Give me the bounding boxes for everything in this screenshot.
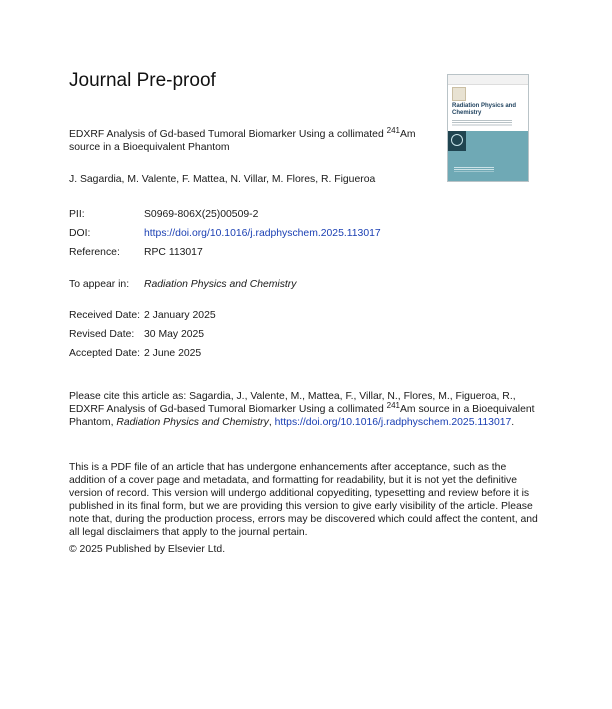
cover-text-lines: [452, 120, 512, 126]
cover-journal-name-line1: Radiation Physics and: [452, 103, 517, 109]
cover-journal-name: [452, 103, 516, 117]
elsevier-logo-icon: [452, 87, 466, 101]
doi-label: DOI:: [69, 228, 91, 239]
title-text-1: EDXRF Analysis of Gd-based Tumoral Biomarker Using a collimated: [69, 129, 387, 140]
citation-separator: ,: [268, 417, 275, 428]
title-superscript: 241: [386, 126, 400, 135]
cover-ring-icon: [451, 134, 463, 146]
appear-value: Radiation Physics and Chemistry: [144, 279, 297, 290]
notice-paragraph: This is a PDF file of an article that has undergone enhancements after acceptance, such as the addition of a cover page and metadata, and formatting for readability, but it is not yet the definitive version of record. This version will undergo additional copyediting, typesetting and review before it is published in its final form, but we are providing this version to give early visibility of the article. Please note that, during the production process, errors may be discovered which could affect the content, and all legal disclaimers that apply to the journal pertain.: [69, 462, 538, 538]
citation-paragraph: [69, 390, 544, 429]
received-label: Received Date:: [69, 310, 141, 321]
revised-value: 30 May 2025: [144, 329, 205, 340]
cover-footer-lines: [454, 167, 494, 172]
article-title: [69, 128, 449, 154]
doi-link[interactable]: https://doi.org/10.1016/j.radphyschem.2025.113017: [144, 228, 381, 239]
reference-value: RPC 113017: [144, 247, 203, 258]
citation-end: .: [511, 417, 515, 428]
page-heading: Journal Pre-proof: [69, 70, 216, 91]
title-text-2: Am source in a Bioequivalent Phantom: [69, 129, 416, 153]
received-value: 2 January 2025: [144, 310, 216, 321]
appear-label: To appear in:: [69, 279, 130, 290]
citation-text-1: Please cite this article as: Sagardia, J., Valente, M., Mattea, F., Villar, N., Flores, M., Figueroa, R., EDXRF Analysis of Gd-based Tumoral Biomarker Using a collimated: [69, 391, 516, 415]
citation-superscript: 241: [386, 401, 400, 410]
citation-text-2: Am source in a Bioequivalent Phantom,: [69, 404, 535, 428]
pii-label: PII:: [69, 209, 85, 220]
cover-dark-block: [448, 131, 466, 151]
cover-journal-name-line2: Chemistry: [452, 110, 482, 116]
accepted-label: Accepted Date:: [69, 348, 141, 359]
citation-doi-link[interactable]: https://doi.org/10.1016/j.radphyschem.2025.113017: [274, 417, 512, 428]
article-authors: J. Sagardia, M. Valente, F. Mattea, N. Villar, M. Flores, R. Figueroa: [69, 174, 376, 185]
citation-journal: Radiation Physics and Chemistry: [116, 417, 269, 428]
copyright-line: © 2025 Published by Elsevier Ltd.: [69, 544, 226, 555]
journal-cover-thumbnail: [447, 74, 529, 182]
pii-value: S0969-806X(25)00509-2: [144, 209, 259, 220]
cover-artwork: [448, 131, 528, 181]
reference-label: Reference:: [69, 247, 120, 258]
cover-top-bar: [448, 75, 528, 85]
revised-label: Revised Date:: [69, 329, 135, 340]
accepted-value: 2 June 2025: [144, 348, 202, 359]
